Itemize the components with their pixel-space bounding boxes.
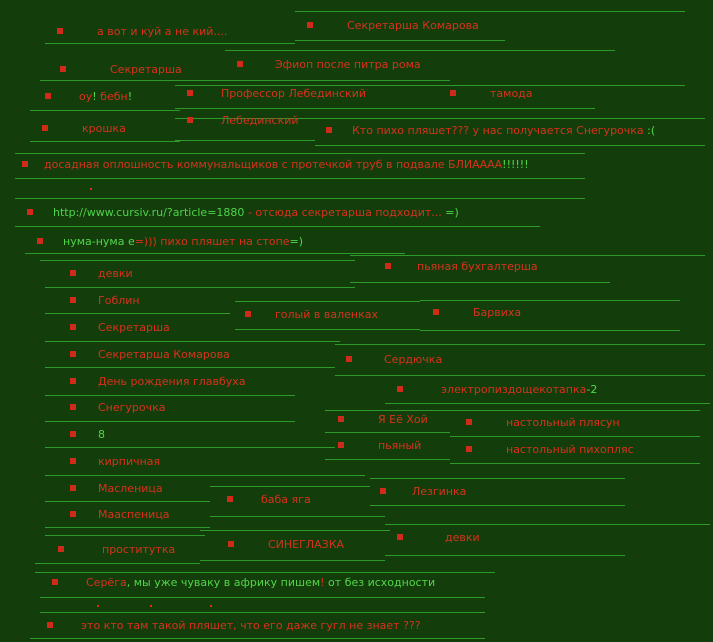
bullet-icon (385, 263, 391, 269)
divider (420, 330, 680, 331)
divider (225, 50, 615, 51)
divider (335, 344, 705, 345)
word-item-pyanyy[interactable] (338, 439, 421, 453)
item-label: Гоблин (98, 294, 140, 307)
divider (15, 153, 585, 154)
bullet-icon (237, 61, 243, 67)
item-label: Секретарша Комарова (347, 19, 479, 32)
word-item-sekretarsha-komarova-2[interactable] (70, 348, 230, 362)
exclaim: ! (127, 90, 133, 103)
item-label: настольный плясун (506, 416, 620, 429)
word-item-dosadnaya-oploshnost[interactable] (22, 158, 529, 172)
divider (350, 282, 610, 283)
item-label: - отсюда секретарша подходит... (244, 206, 446, 219)
item-label: Профессор Лебединский (221, 87, 366, 100)
divider (450, 463, 700, 464)
divider (15, 226, 540, 227)
word-item-kirpichnaya[interactable] (70, 455, 160, 469)
item-label: голый в валенках (275, 308, 378, 321)
bullet-icon (307, 22, 313, 28)
word-item-8[interactable] (70, 428, 105, 442)
bullet-icon (187, 117, 193, 123)
item-label: девки (98, 267, 133, 280)
word-item-nastolnyy-pikhoplyas[interactable] (466, 443, 634, 457)
word-item-prostitutka[interactable] (58, 543, 175, 557)
bullet-icon (27, 209, 33, 215)
divider (45, 367, 335, 368)
divider (40, 612, 485, 613)
word-item-serdyuchka[interactable] (346, 353, 442, 367)
word-item-efiop[interactable] (237, 58, 421, 72)
word-item-numa-numa[interactable] (37, 235, 303, 249)
item-label: досадная оплошность коммунальщиков с протечкой труб в подвале БЛИАААА (44, 158, 503, 171)
divider (40, 260, 355, 261)
word-item-lezginka[interactable] (380, 485, 466, 499)
item-label: Масленица (98, 482, 163, 495)
word-item-tamoda[interactable] (450, 87, 533, 101)
item-label: баба яга (261, 493, 311, 506)
bullet-icon (450, 90, 456, 96)
item-label: Секретарша (110, 63, 182, 76)
word-item-sekretarsha-komarova[interactable] (307, 19, 479, 33)
item-label: оу (79, 90, 93, 103)
divider (235, 329, 420, 330)
word-item-ya-eyo-khoy[interactable] (338, 413, 428, 427)
divider (435, 108, 595, 109)
smiley: =) (289, 235, 304, 248)
word-item-baba-yaga[interactable] (227, 493, 311, 507)
divider (45, 313, 230, 314)
cursiv-link[interactable]: http://www.cursiv.ru/?article=1880 (53, 206, 245, 219)
divider (235, 301, 420, 302)
bullet-icon (37, 238, 43, 244)
item-label: девки (445, 531, 480, 544)
word-item-barvikha[interactable] (433, 306, 521, 320)
divider (210, 486, 370, 487)
divider (45, 475, 365, 476)
divider (45, 287, 355, 288)
item-label: Барвиха (473, 306, 522, 319)
divider (175, 85, 685, 86)
item-label: Мааспеница (98, 508, 170, 521)
item-label: бебн (96, 90, 128, 103)
divider (35, 563, 200, 564)
bullet-icon (245, 311, 251, 317)
number: -2 (586, 383, 598, 396)
word-item-ou-bebi[interactable] (45, 90, 132, 104)
bullet-icon (70, 378, 76, 384)
divider (175, 108, 440, 109)
divider (45, 535, 205, 536)
bullet-icon (466, 446, 472, 452)
word-item-snegurochka[interactable] (70, 401, 166, 415)
divider (315, 145, 705, 146)
divider (45, 341, 340, 342)
item-label: , мы уже чуваку в африку пишем (126, 576, 321, 589)
item-label: Снегурочка (98, 401, 166, 414)
exclaim: ! (320, 576, 325, 589)
item-label: Я Её Хой (378, 413, 428, 426)
smiley: :( (647, 124, 656, 137)
bullet-icon (70, 431, 76, 437)
divider (450, 410, 700, 411)
divider (450, 436, 700, 437)
bullet-icon (42, 125, 48, 131)
item-label: Сердючка (384, 353, 443, 366)
item-label: это кто там такой пляшет, что его даже гугл не знает ??? (81, 619, 421, 632)
item-label: Серёга (86, 576, 127, 589)
word-item-kto-piho[interactable] (326, 124, 655, 138)
word-item-sineglazka[interactable] (228, 538, 344, 552)
bullet-icon (466, 419, 472, 425)
bullet-icon (397, 534, 403, 540)
speck (90, 188, 92, 190)
bullet-icon (22, 161, 28, 167)
divider (325, 432, 450, 433)
divider (420, 300, 680, 301)
bullet-icon (70, 458, 76, 464)
bullet-icon (326, 127, 332, 133)
word-item-golyy-v-valenkakh[interactable] (245, 308, 378, 322)
divider (175, 140, 315, 141)
bullet-icon (47, 622, 53, 628)
bullet-icon (380, 488, 386, 494)
bullet-icon (70, 324, 76, 330)
divider (25, 253, 405, 254)
item-label: Эфиоп после питра рома (275, 58, 421, 71)
bullet-icon (70, 511, 76, 517)
divider (335, 375, 705, 376)
item-label: от без исходности (324, 576, 436, 589)
word-item-maslenitsa[interactable] (70, 482, 163, 496)
bullet-icon (70, 297, 76, 303)
divider (225, 80, 450, 81)
word-item-professor-lebedinsky[interactable] (187, 87, 366, 101)
bullet-icon (346, 356, 352, 362)
divider (200, 560, 385, 561)
item-label: СИНЕГЛАЗКА (268, 538, 345, 551)
divider (370, 478, 625, 479)
item-label: настольный пихопляс (506, 443, 634, 456)
item-label: электропиздощекотапка (441, 383, 587, 396)
bullet-icon (52, 579, 58, 585)
divider (45, 43, 295, 44)
speck (97, 605, 99, 607)
item-label: кирпичная (98, 455, 161, 468)
item-label: пихо пляшет на стопе (156, 235, 290, 248)
item-label: Секретарша Комарова (98, 348, 230, 361)
speck (150, 605, 152, 607)
item-label: Лезгинка (412, 485, 467, 498)
divider (15, 178, 585, 179)
smiley: =))) (134, 235, 157, 248)
item-label: Секретарша (98, 321, 170, 334)
bullet-icon (57, 28, 63, 34)
item-label: проститутка (102, 543, 176, 556)
word-item-seryoga[interactable] (52, 576, 435, 590)
bullet-icon (70, 270, 76, 276)
divider (200, 530, 390, 531)
bullet-icon (228, 541, 234, 547)
item-label: тамода (490, 87, 533, 100)
word-item-cursiv-link[interactable] (27, 206, 459, 220)
divider (385, 403, 710, 404)
exclaim: ! (92, 90, 97, 103)
word-item-kroshka[interactable] (42, 122, 126, 136)
divider (45, 501, 210, 502)
divider (370, 505, 625, 506)
item-label: а вот и куй а не кий.... (97, 25, 228, 38)
item-label: пьяная бухгалтерша (417, 260, 538, 273)
word-item-kto-tam[interactable] (47, 619, 421, 633)
item-label: пьяный (378, 439, 422, 452)
bullet-icon (338, 416, 344, 422)
bullet-icon (45, 93, 51, 99)
item-label: нума-нума е (63, 235, 135, 248)
divider (45, 447, 335, 448)
word-item-sekretarsha[interactable] (60, 63, 182, 77)
bullet-icon (58, 546, 64, 552)
word-item-kuy[interactable] (57, 25, 227, 39)
divider (385, 555, 625, 556)
divider (45, 527, 210, 528)
exclaim: !!!!!! (502, 158, 529, 171)
item-label: Кто пихо пляшет??? у нас получается Снегурочка (352, 124, 648, 137)
word-item-elektro[interactable] (397, 383, 597, 397)
divider (15, 198, 585, 199)
speck (210, 605, 212, 607)
item-label: 8 (98, 428, 105, 441)
divider (350, 255, 705, 256)
bullet-icon (227, 496, 233, 502)
word-item-maaspenitsa[interactable] (70, 508, 170, 522)
divider (295, 40, 505, 41)
bullet-icon (433, 309, 439, 315)
bullet-icon (70, 404, 76, 410)
word-item-nastolnyy-plyasun[interactable] (466, 416, 620, 430)
divider (325, 459, 450, 460)
bullet-icon (60, 66, 66, 72)
word-item-devki[interactable] (70, 267, 133, 281)
divider (210, 516, 385, 517)
word-item-lebedinsky[interactable] (187, 114, 299, 128)
item-label: крошка (82, 122, 126, 135)
divider (40, 80, 230, 81)
word-item-sekretarsha-2[interactable] (70, 321, 170, 335)
item-label: День рождения главбуха (98, 375, 246, 388)
word-item-goblin[interactable] (70, 294, 140, 308)
word-item-devki-2[interactable] (397, 531, 480, 545)
word-item-den-rozhdeniya[interactable] (70, 375, 246, 389)
divider (45, 395, 295, 396)
item-label: Лебединский (221, 114, 299, 127)
bullet-icon (70, 351, 76, 357)
word-item-pyanaya-bukhgalter[interactable] (385, 260, 538, 274)
bullet-icon (338, 442, 344, 448)
bullet-icon (397, 386, 403, 392)
divider (30, 141, 180, 142)
smiley: =) (445, 206, 459, 219)
divider (35, 572, 495, 573)
divider (30, 638, 485, 639)
divider (30, 110, 180, 111)
divider (40, 597, 485, 598)
divider (295, 11, 685, 12)
divider (385, 524, 710, 525)
divider (325, 410, 450, 411)
divider (45, 421, 295, 422)
bullet-icon (70, 485, 76, 491)
bullet-icon (187, 90, 193, 96)
